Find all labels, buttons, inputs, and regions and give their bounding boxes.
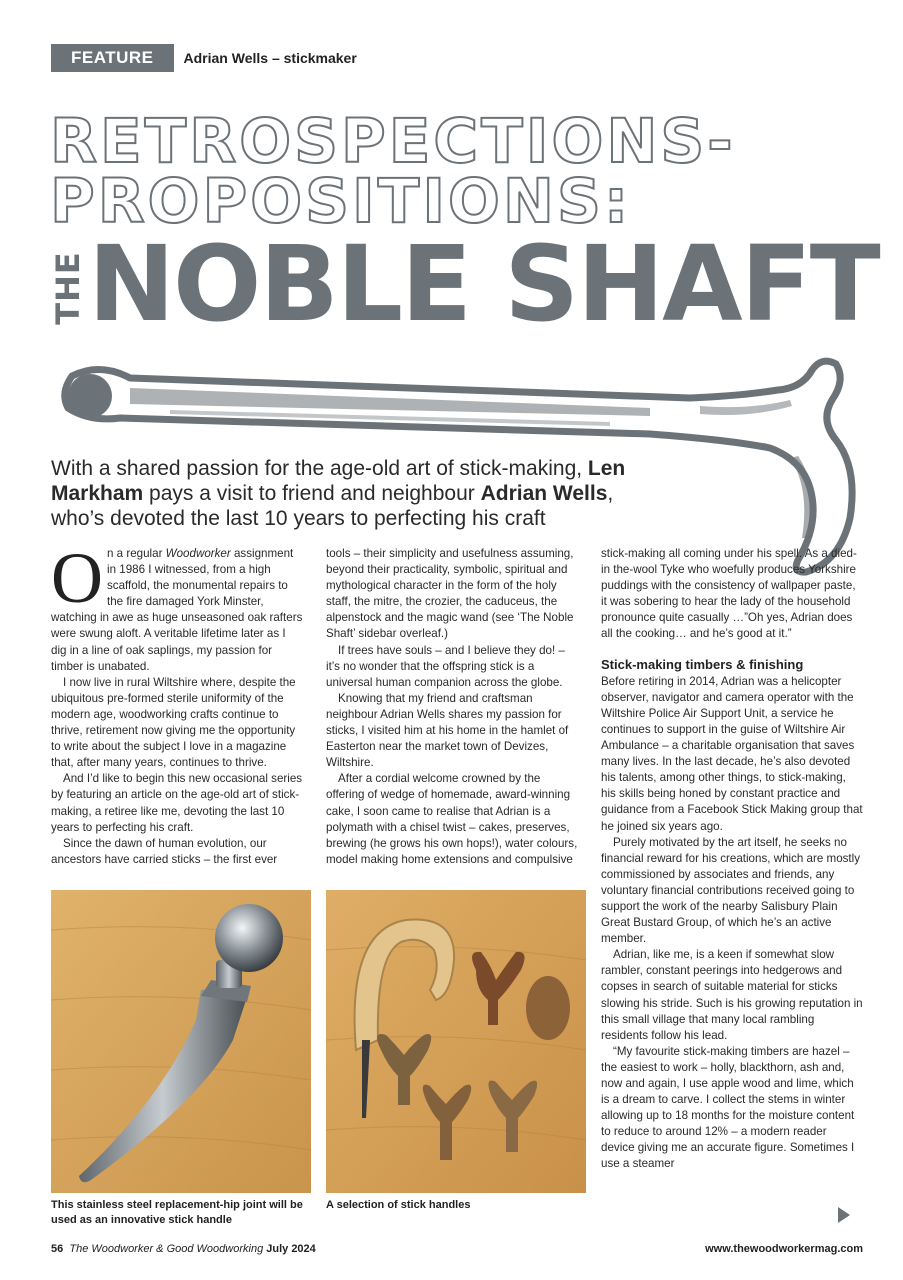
page-number: 56 (51, 1243, 64, 1255)
paragraph: “My favourite stick-making timbers are hazel – the easiest to work – holly, blackthorn, ash and, now and again, I use apple wood and lime, which is a dream to carve. I collect the stems in winter allowing up to 18 months for the moisture content to reduce to around 12% – a modern reader device giving me an accurate figure. Sometimes I use a steamer (601, 1044, 855, 1171)
article-column-2 (326, 546, 580, 868)
paragraph: Since the dawn of human evolution, our ancestors have carried sticks – the first ever (51, 836, 278, 866)
website-url: www.thewoodworkermag.com (705, 1243, 863, 1255)
paragraph: And I’d like to begin this new occasional series by featuring an article on the age-old art of stick-making, a retiree like me, devoting the last 10 years to perfecting his craft. (51, 772, 303, 834)
paragraph: I now live in rural Wiltshire where, despite the ubiquitous pre-formed sterile uniformity of the modern age, woodworking crafts continue to thrive, retirement now giving me the opportunity to write about the subject I love in a magazine that, after many years, continues to thrive. (51, 675, 296, 770)
title-the: THE (49, 251, 87, 325)
page-footer (51, 1243, 863, 1255)
subject-name: Adrian Wells (480, 482, 608, 505)
title-line-1: RETROSPECTIONS- (50, 106, 736, 177)
continue-arrow-icon (838, 1207, 850, 1223)
hip-joint-photo (51, 890, 311, 1193)
standfirst: With a shared passion for the age-old art of stick-making, Len Markham pays a visit to friend and neighbour Adrian Wells, who’s devoted the last 10 years to perfecting his craft (51, 457, 626, 530)
paragraph: tools – their simplicity and usefulness assuming, beyond their practicality, symbolic, spiritual and mythological character in the form of the holy staff, the mitre, the crozier, the caduceus, the alpenstock and the magic wand (see ‘The Noble Shaft’ sidebar overleaf.) (326, 547, 574, 641)
stick-handles-photo (326, 890, 586, 1193)
footer-folio (51, 1243, 316, 1255)
paragraph: Knowing that my friend and craftsman neighbour Adrian Wells shares my passion for sticks, I visited him at his home in the hamlet of Easterton near the market town of Devizes, Wiltshire. (326, 691, 569, 770)
paragraph: On a regular Woodworker assignment in 1986 I witnessed, from a high scaffold, the monumental repairs to the fire damaged York Minster, watching in awe as huge unseasoned oak rafters were swung aloft. A veritable lifetime later as I dig in a line of oak saplings, my passion for timber is unabated. (51, 538, 303, 673)
paragraph: Adrian, like me, is a keen if somewhat slow rambler, constant peerings into hedgerows and copses in search of suitable material for sticks slowing his stride. Such is his growing reputation in this small village that many local rambling residents follow his lead. (601, 948, 863, 1042)
paragraph: If trees have souls – and I believe they do! – it’s no wonder that the offspring stick is a universal human companion across the globe. (326, 643, 565, 689)
drop-cap: O (51, 538, 103, 618)
paragraph: Before retiring in 2014, Adrian was a helicopter observer, navigator and camera operator with the Wiltshire Police Air Support Unit, a service he continues to support in the guise of Wiltshire Air Ambulance – a charitable organisation that saves many lives. In the last decade, he’s also devoted his talents, among other things, to stick-making, his skills being honed by constant practice and guidance from a Facebook Stick Making group that he joined six years ago. (601, 674, 863, 833)
title-line-2: PROPOSITIONS: (50, 166, 632, 237)
paragraph: After a cordial welcome crowned by the offering of wedge of homemade, award-winning cake, I soon came to realise that Adrian is a polymath with a chisel twist – cakes, preserves, brewing (he grows his own hops!), water colours, model making home extensions and compulsive (326, 772, 578, 866)
section-header (51, 44, 357, 72)
article-column-3 (601, 546, 863, 1173)
author-name: Len Markham (51, 457, 626, 505)
magazine-name: The Woodworker & Good Woodworking (69, 1243, 264, 1255)
caption-hip-joint: This stainless steel replacement-hip joint will be used as an innovative stick handle (51, 1199, 303, 1226)
caption-stick-handles: A selection of stick handles (326, 1199, 471, 1211)
subheading: Stick-making timbers & finishing (601, 656, 804, 672)
header-subtitle: Adrian Wells – stickmaker (183, 50, 357, 66)
feature-tag: FEATURE (51, 44, 174, 72)
article-column-1 (51, 538, 303, 868)
paragraph: Purely motivated by the art itself, he seeks no financial reward for his creations, which are mostly commissioned by associates and friends, any voluntary financial contributions received going to support the work of the nearby Salisbury Plain Great Bustard Group, of which he’s an active member. (601, 835, 861, 946)
paragraph: stick-making all coming under his spell. As a died-in the-wool Tyke who woefully produces Yorkshire puddings with the consistency of wallpaper paste, it was sobering to hear the lady of the household pronounce quite casually …”Oh yes, Adrian does all the cooking… and he’s good at it.” (601, 547, 857, 641)
title-main: NOBLE SHAFT (88, 223, 879, 345)
issue-date: July 2024 (266, 1243, 316, 1255)
